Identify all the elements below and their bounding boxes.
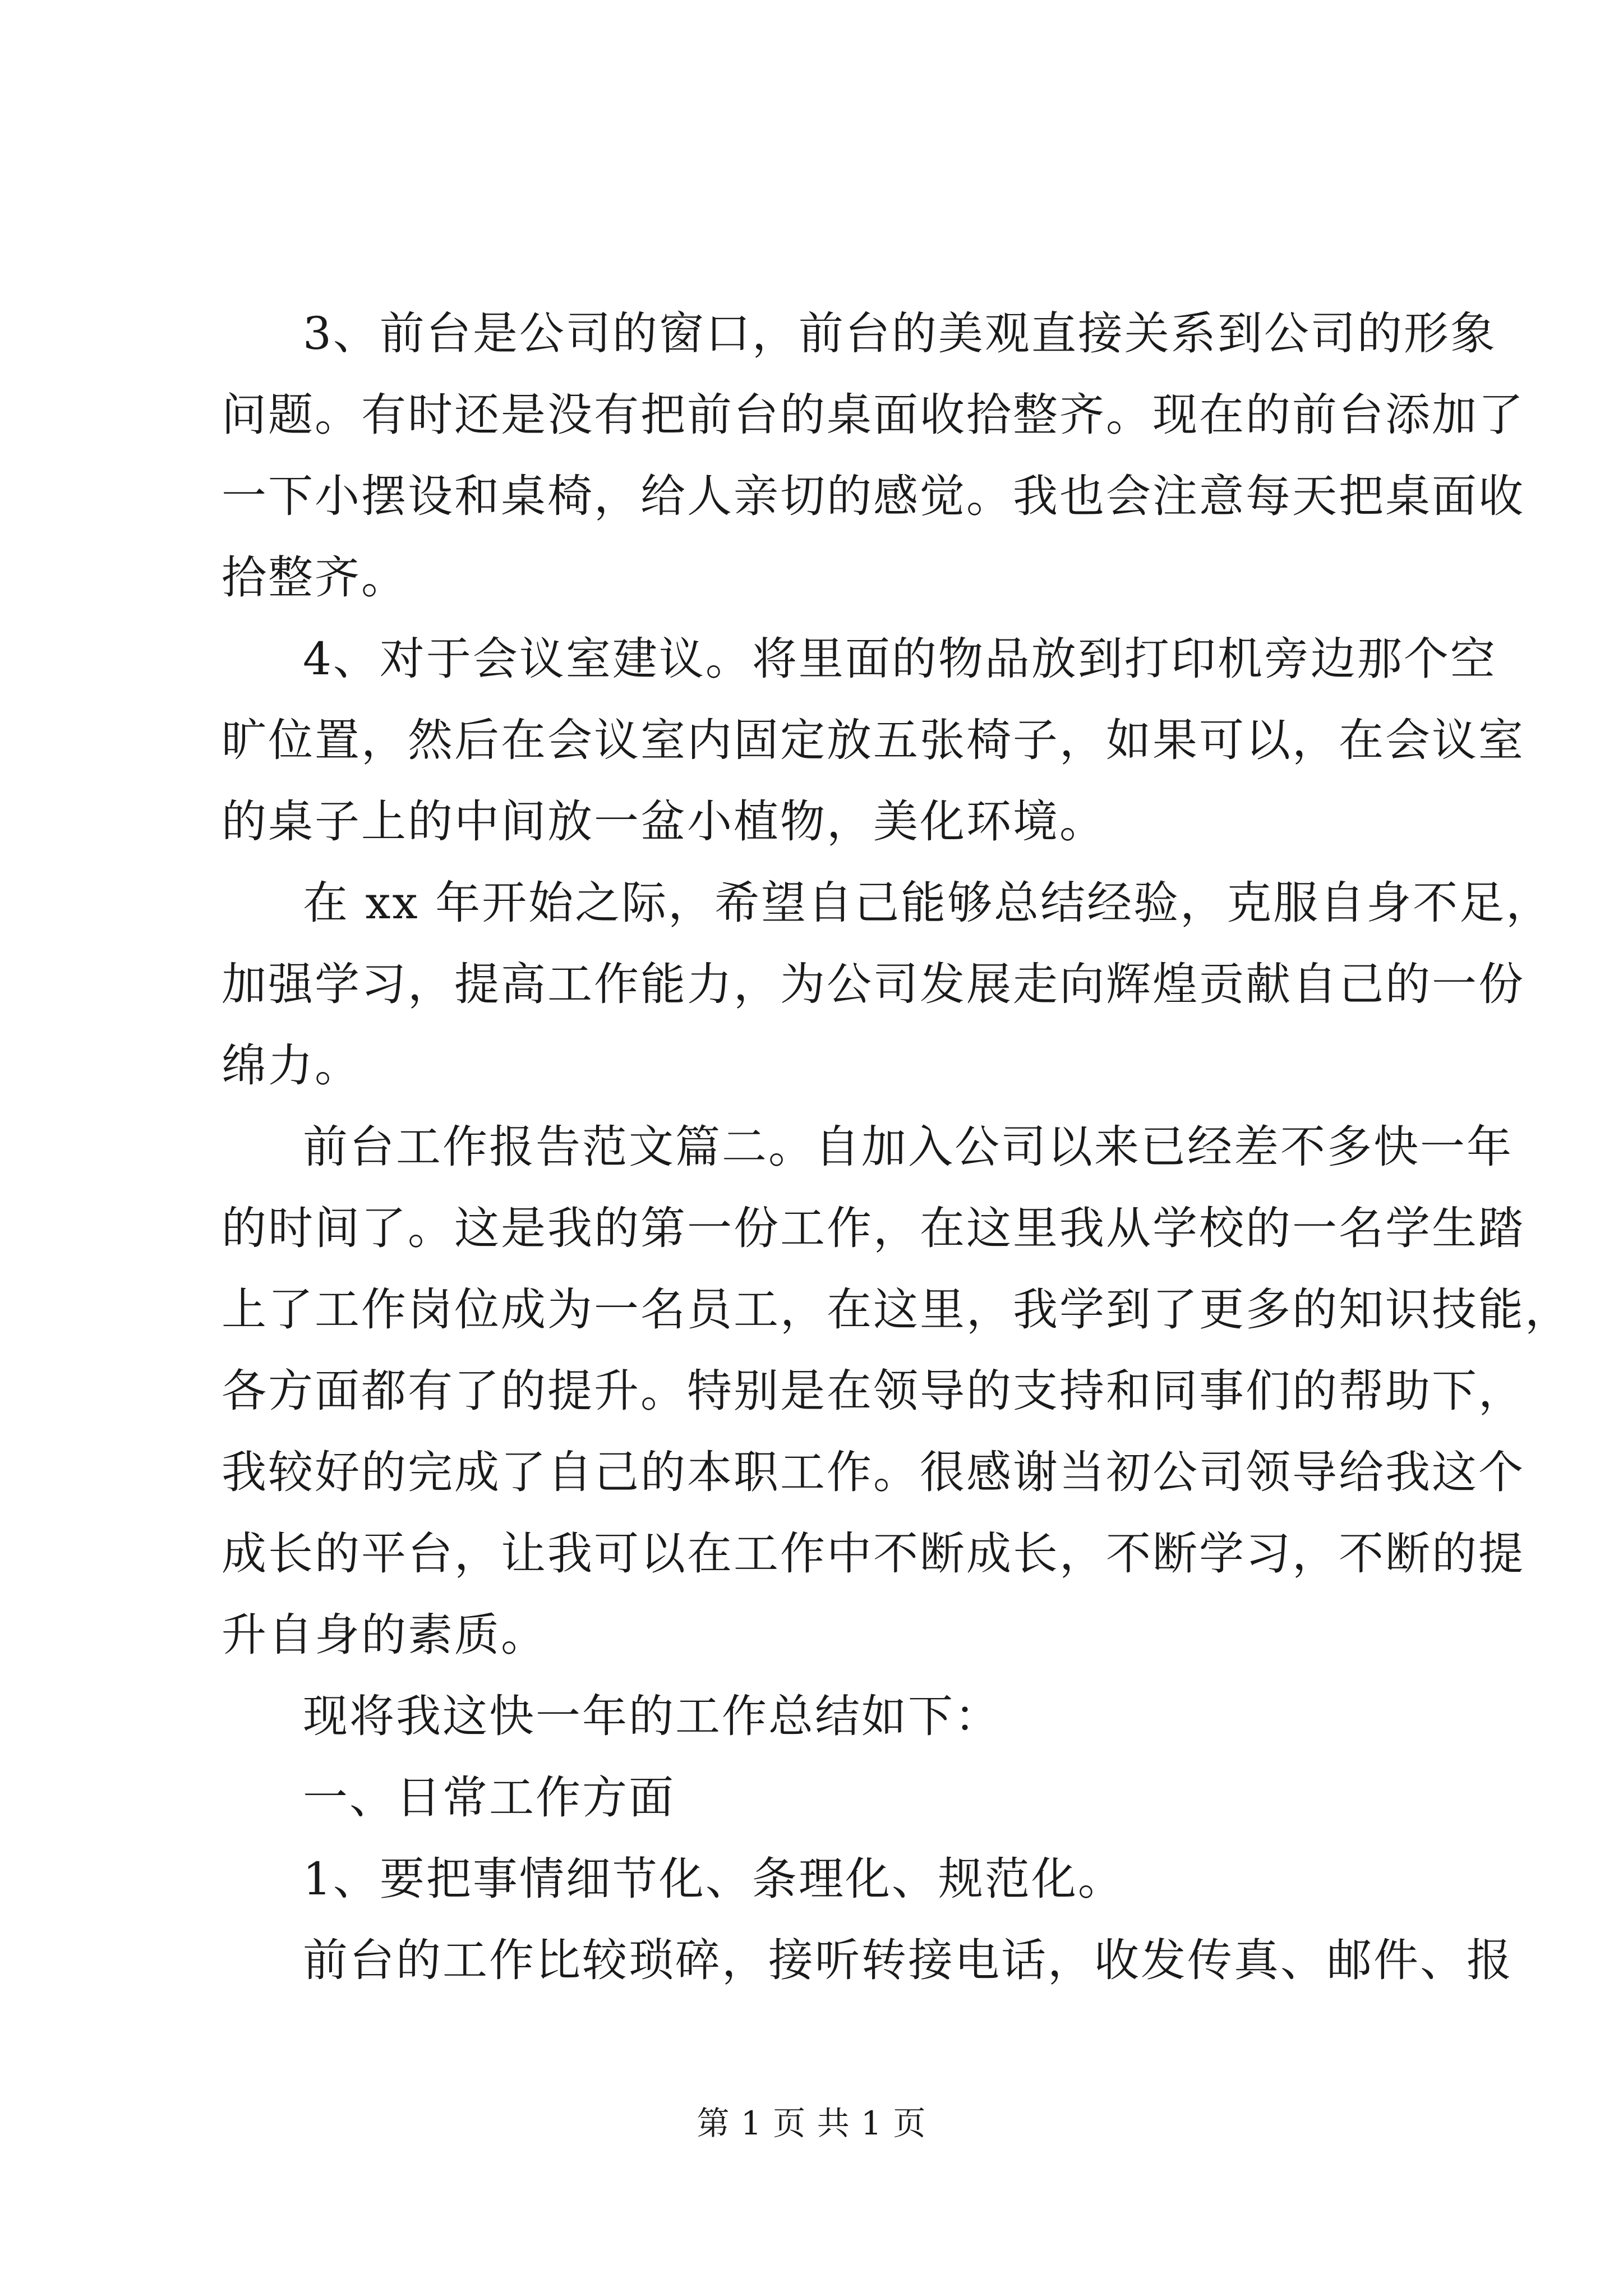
- text-line: 4、对于会议室建议。将里面的物品放到打印机旁边那个空: [303, 633, 1497, 685]
- text-line: 各方面都有了的提升。特别是在领导的支持和同事们的帮助下，: [222, 1365, 1525, 1417]
- text-line: 旷位置，然后在会议室内固定放五张椅子，如果可以，在会议室: [222, 714, 1525, 766]
- text-line: 在 xx 年开始之际，希望自己能够总结经验，克服自身不足，: [303, 877, 1553, 929]
- text-line: 1、要把事情细节化、条理化、规范化。: [303, 1853, 1124, 1905]
- text-line: 问题。有时还是没有把前台的桌面收拾整齐。现在的前台添加了: [222, 389, 1525, 441]
- text-line: 成长的平台，让我可以在工作中不断成长，不断学习，不断的提: [222, 1527, 1525, 1580]
- text-line: 绵力。: [222, 1039, 361, 1092]
- text-line: 一下小摆设和桌椅，给人亲切的感觉。我也会注意每天把桌面收: [222, 470, 1525, 522]
- text-line: 3、前台是公司的窗口，前台的美观直接关系到公司的形象: [303, 307, 1497, 360]
- text-line: 的桌子上的中间放一盆小植物，美化环境。: [222, 795, 1106, 848]
- text-line: 现将我这快一年的工作总结如下：: [303, 1690, 1001, 1742]
- text-line: 上了工作岗位成为一名员工，在这里，我学到了更多的知识技能，: [222, 1283, 1571, 1336]
- text-line: 的时间了。这是我的第一份工作，在这里我从学校的一名学生踏: [222, 1202, 1525, 1254]
- text-line: 升自身的素质。: [222, 1609, 547, 1661]
- text-line: 加强学习，提高工作能力，为公司发展走向辉煌贡献自己的一份: [222, 958, 1525, 1010]
- text-line: 前台工作报告范文篇二。自加入公司以来已经差不多快一年: [303, 1121, 1513, 1173]
- text-line: 前台的工作比较琐碎，接听转接电话，收发传真、邮件、报: [303, 1934, 1513, 1986]
- text-line: 拾整齐。: [222, 551, 408, 604]
- page-footer: 第 1 页 共 1 页: [697, 2104, 926, 2142]
- text-line: 我较好的完成了自己的本职工作。很感谢当初公司领导给我这个: [222, 1446, 1525, 1498]
- text-line: 一、日常工作方面: [303, 1772, 675, 1824]
